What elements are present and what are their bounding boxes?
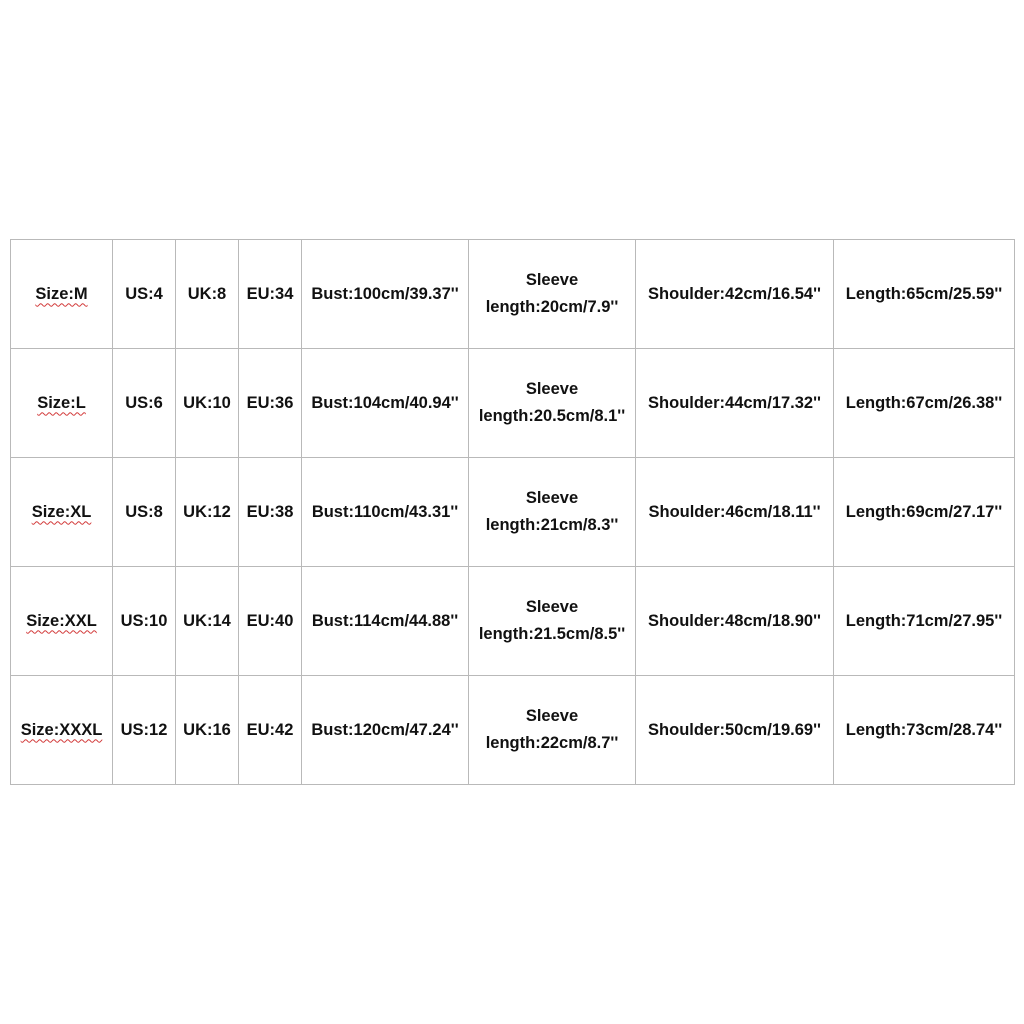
sleeve-length-cell	[469, 458, 636, 567]
us-size-cell: US:12	[113, 676, 176, 785]
us-size-cell: US:6	[113, 349, 176, 458]
size-cell	[11, 676, 113, 785]
length-cell: Length:69cm/27.17''	[834, 458, 1015, 567]
sleeve-title: Sleeve	[525, 380, 579, 398]
size-label: Size:XXL	[26, 611, 97, 630]
sleeve-title: Sleeve	[525, 489, 579, 507]
sleeve-title: Sleeve	[525, 271, 579, 289]
shoulder-cell: Shoulder:44cm/17.32''	[636, 349, 834, 458]
shoulder-cell: Shoulder:42cm/16.54''	[636, 240, 834, 349]
length-cell: Length:73cm/28.74''	[834, 676, 1015, 785]
sleeve-title: Sleeve	[525, 598, 579, 616]
shoulder-cell: Shoulder:48cm/18.90''	[636, 567, 834, 676]
us-size-cell: US:8	[113, 458, 176, 567]
uk-size-cell: UK:8	[176, 240, 239, 349]
size-chart-table	[10, 239, 1015, 785]
size-label: Size:M	[35, 284, 88, 303]
uk-size-cell: UK:14	[176, 567, 239, 676]
us-size-cell: US:10	[113, 567, 176, 676]
shoulder-cell: Shoulder:50cm/19.69''	[636, 676, 834, 785]
bust-cell: Bust:114cm/44.88''	[302, 567, 469, 676]
size-cell	[11, 240, 113, 349]
size-cell	[11, 349, 113, 458]
size-label: Size:XXXL	[20, 720, 103, 739]
sleeve-value: length:20.5cm/8.1''	[478, 407, 626, 425]
size-cell	[11, 567, 113, 676]
sleeve-length-cell	[469, 676, 636, 785]
length-cell: Length:67cm/26.38''	[834, 349, 1015, 458]
size-label: Size:L	[37, 393, 86, 412]
bust-cell: Bust:100cm/39.37''	[302, 240, 469, 349]
sleeve-value: length:22cm/8.7''	[485, 734, 619, 752]
sleeve-title: Sleeve	[525, 707, 579, 725]
uk-size-cell: UK:10	[176, 349, 239, 458]
size-row-xl	[11, 458, 1015, 567]
bust-cell: Bust:110cm/43.31''	[302, 458, 469, 567]
size-row-l	[11, 349, 1015, 458]
length-cell: Length:71cm/27.95''	[834, 567, 1015, 676]
uk-size-cell: UK:16	[176, 676, 239, 785]
size-label: Size:XL	[31, 502, 92, 521]
bust-cell: Bust:104cm/40.94''	[302, 349, 469, 458]
sleeve-value: length:20cm/7.9''	[485, 298, 619, 316]
eu-size-cell: EU:42	[239, 676, 302, 785]
eu-size-cell: EU:40	[239, 567, 302, 676]
sleeve-value: length:21.5cm/8.5''	[478, 625, 626, 643]
size-row-xxl	[11, 567, 1015, 676]
eu-size-cell: EU:36	[239, 349, 302, 458]
size-row-xxxl	[11, 676, 1015, 785]
sleeve-length-cell	[469, 240, 636, 349]
shoulder-cell: Shoulder:46cm/18.11''	[636, 458, 834, 567]
eu-size-cell: EU:34	[239, 240, 302, 349]
length-cell: Length:65cm/25.59''	[834, 240, 1015, 349]
sleeve-length-cell	[469, 567, 636, 676]
eu-size-cell: EU:38	[239, 458, 302, 567]
bust-cell: Bust:120cm/47.24''	[302, 676, 469, 785]
sleeve-value: length:21cm/8.3''	[485, 516, 619, 534]
size-cell	[11, 458, 113, 567]
sleeve-length-cell	[469, 349, 636, 458]
size-row-m	[11, 240, 1015, 349]
us-size-cell: US:4	[113, 240, 176, 349]
uk-size-cell: UK:12	[176, 458, 239, 567]
